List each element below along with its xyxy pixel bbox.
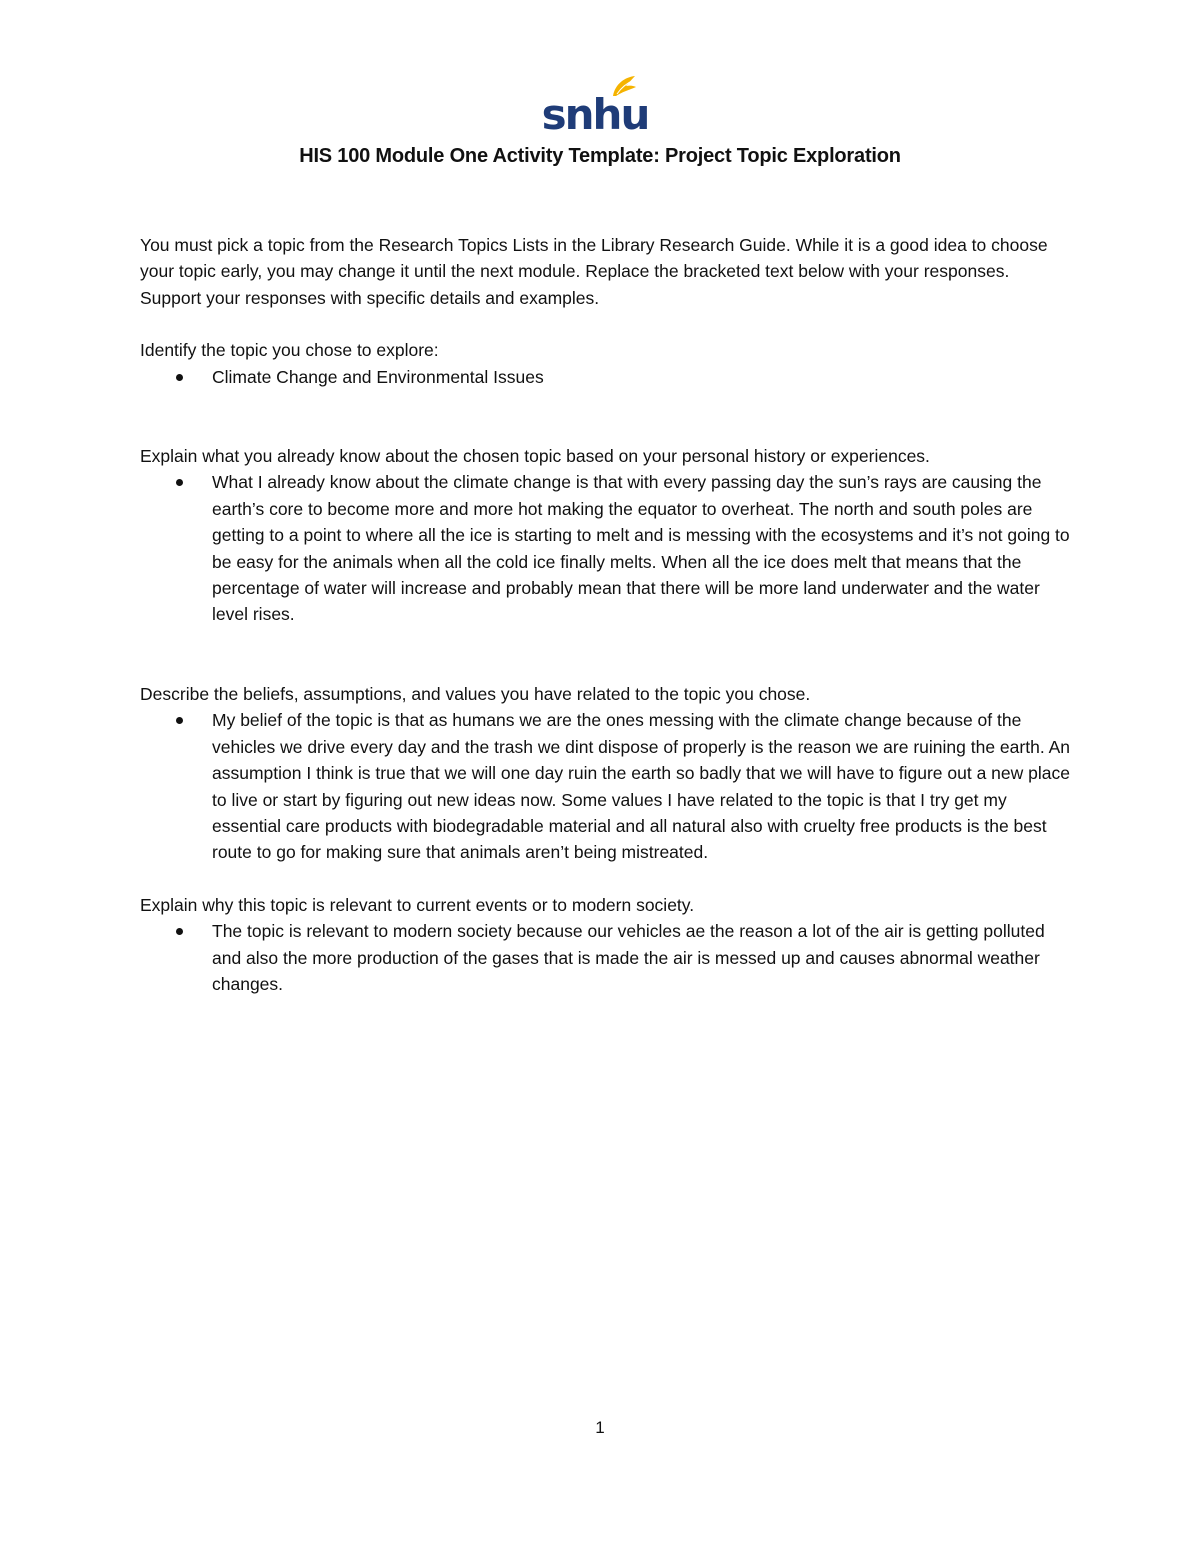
answer-list [140, 918, 1070, 997]
list-item [212, 918, 1070, 997]
bullet-icon [176, 374, 183, 381]
section-prompt: Describe the beliefs, assumptions, and values you have related to the topic you chose. [140, 683, 811, 704]
answer-text: My belief of the topic is that as humans we are the ones messing with the climate change because of the vehicles we drive every day and the trash we dint dispose of properly is the reason we are ruining the earth. An assumption I think is true that we will one day ruin the earth so badly that we will have to figure out a new place to live or start by figuring out new ideas now. Some values I have related to the topic is that I try get my essential care products with biodegradable material and all natural also with cruelty free products is the best route to go for making sure that animals aren’t being mistreated. [212, 710, 1070, 863]
bullet-icon [176, 928, 183, 935]
answer-list [140, 469, 1070, 627]
list-item [212, 707, 1070, 865]
section-beliefs [140, 681, 1070, 866]
page-number: 1 [595, 1418, 605, 1437]
bullet-icon [176, 717, 183, 724]
list-item [212, 364, 1070, 390]
flame-leaf-icon [541, 74, 649, 139]
section-prompt: Identify the topic you chose to explore: [140, 340, 439, 361]
answer-list [140, 364, 1070, 390]
answer-text: Climate Change and Environmental Issues [212, 366, 544, 387]
answer-text: What I already know about the climate change is that with every passing day the sun’s rays are causing the earth’s core to become more and more hot making the equator to overheat. The north and south poles are getting to a point to where all the ice is starting to melt and is messing with the ecosystems and it’s not going to be easy for the animals when all the cold ice finally melts. When all the ice does melt that means that the percentage of water will increase and probably mean that there will be more land underwater and the water level rises. [212, 472, 1070, 625]
answer-list [140, 707, 1070, 865]
answer-text: The topic is relevant to modern society because our vehicles ae the reason a lot of the air is getting polluted and also the more production of the gases that is made the air is messed up and causes abnormal weather changes. [212, 921, 1045, 994]
section-prompt: Explain why this topic is relevant to current events or to modern society. [140, 894, 695, 915]
document-title: HIS 100 Module One Activity Template: Project Topic Exploration [299, 145, 901, 167]
bullet-icon [176, 479, 183, 486]
document-body [140, 232, 1070, 997]
svg-text:snhu: snhu [541, 90, 649, 139]
section-prior-knowledge [140, 443, 1070, 628]
section-topic [140, 337, 1070, 390]
intro-paragraph: You must pick a topic from the Research Topics Lists in the Library Research Guide. While it is a good idea to choose your topic early, you may change it until the next module. Replace the bracketed text below with your responses. Support your responses with specific details and examples. [140, 235, 1048, 308]
list-item [212, 469, 1070, 627]
snhu-logo [541, 74, 649, 139]
section-prompt: Explain what you already know about the chosen topic based on your personal history or experiences. [140, 446, 930, 467]
section-relevance [140, 892, 1070, 998]
